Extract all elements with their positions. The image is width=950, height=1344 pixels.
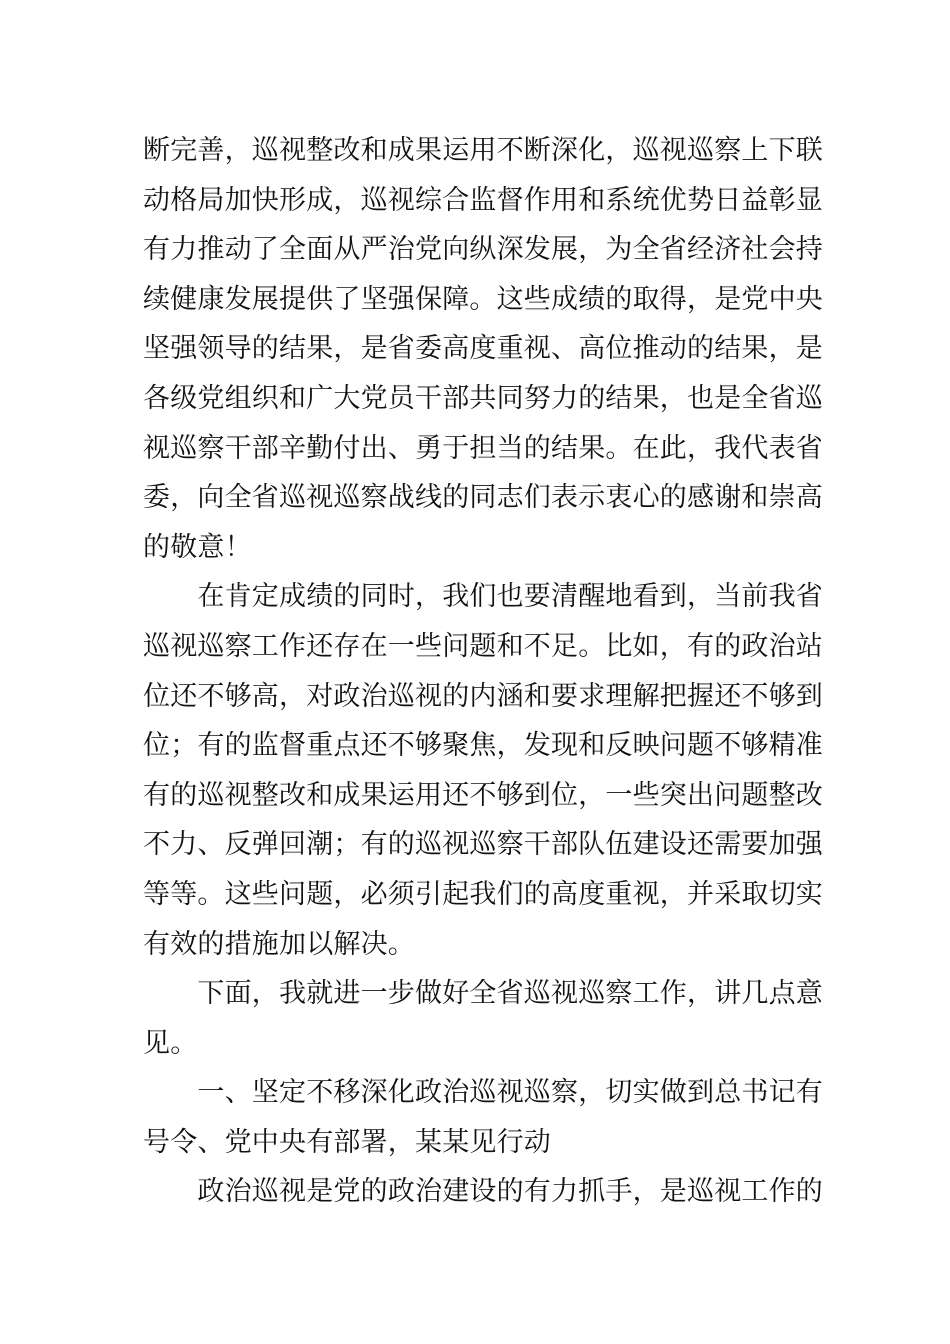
text-line: 有效的措施加以解决。 [143,928,415,960]
text-line: 坚强领导的结果，是省委高度重视、高位推动的结果，是 [143,333,823,365]
text-line: 号令、党中央有部署，某某见行动 [143,1126,551,1158]
text-line: 有的巡视整改和成果运用还不够到位，一些突出问题整改 [143,779,823,811]
text-line: 位；有的监督重点还不够聚焦，发现和反映问题不够精准 [143,730,823,762]
text-line: 一、坚定不移深化政治巡视巡察，切实做到总书记有 [143,1077,823,1109]
text-line: 委，向全省巡视巡察战线的同志们表示衷心的感谢和崇高 [143,482,823,514]
text-line: 有力推动了全面从严治党向纵深发展，为全省经济社会持 [143,234,823,266]
text-line: 不力、反弹回潮；有的巡视巡察干部队伍建设还需要加强 [143,829,823,861]
text-line: 等等。这些问题，必须引起我们的高度重视，并采取切实 [143,878,823,910]
text-line: 见。 [143,1027,198,1059]
text-line: 视巡察干部辛勤付出、勇于担当的结果。在此，我代表省 [143,432,823,464]
text-line: 政治巡视是党的政治建设的有力抓手，是巡视工作的 [143,1176,823,1208]
text-line: 各级党组织和广大党员干部共同努力的结果，也是全省巡 [143,382,823,414]
text-line: 巡视巡察工作还存在一些问题和不足。比如，有的政治站 [143,630,823,662]
text-line: 续健康发展提供了坚强保障。这些成绩的取得，是党中央 [143,283,823,315]
text-line: 下面，我就进一步做好全省巡视巡察工作，讲几点意 [143,978,823,1010]
text-line: 断完善，巡视整改和成果运用不断深化，巡视巡察上下联 [143,135,823,166]
body-text [143,126,823,1217]
text-line: 在肯定成绩的同时，我们也要清醒地看到，当前我省 [143,581,823,613]
text-line: 的敬意！ [143,531,252,563]
text-line: 动格局加快形成，巡视综合监督作用和系统优势日益彰显 [143,184,823,216]
text-line: 位还不够高，对政治巡视的内涵和要求理解把握还不够到 [143,680,823,712]
